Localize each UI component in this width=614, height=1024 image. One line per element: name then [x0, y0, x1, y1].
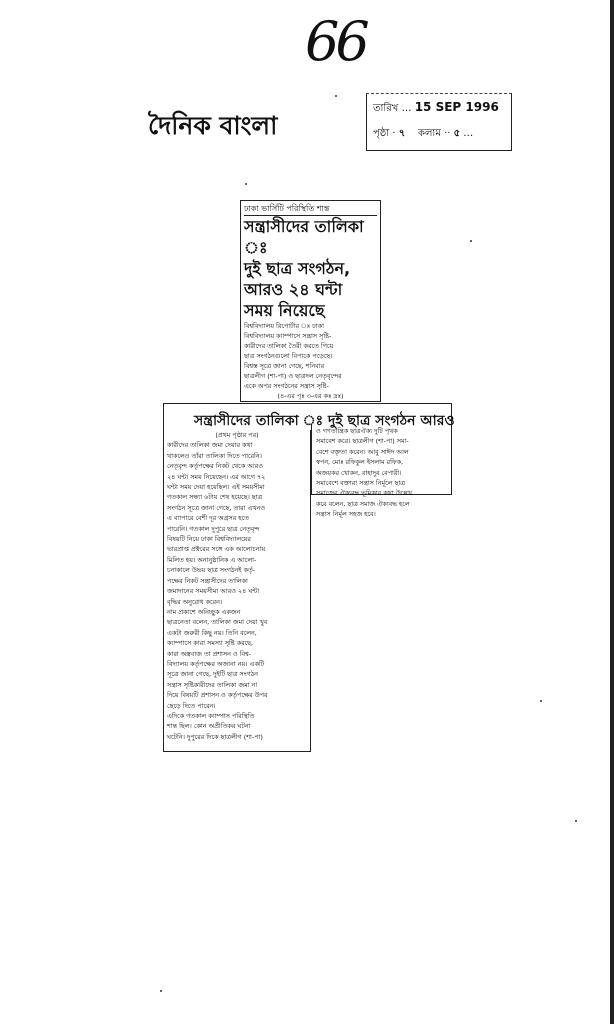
body-line: পারেনি। গতকাল দুপুরে ছাত্র নেতৃবৃন্দ — [167, 524, 260, 533]
column-value: ৫ — [453, 128, 461, 139]
body-line: সমাবেশে বক্তারা সন্ত্রাস নির্মূলে ছাত্র — [316, 479, 405, 488]
body-line: গতকাল সন্ধ্যা ৬টায় শেষ হয়েছে। ছাত্র — [167, 493, 263, 502]
column-label: কলাম — [417, 128, 441, 139]
body-line: দিয়ে বিষয়টি প্রশাসন ও কর্তৃপক্ষের উপর — [167, 691, 268, 700]
body-line: বিষয়টি নিয়ে ঢাকা বিশ্ববিদ্যালয়ের — [167, 535, 251, 544]
body-line: থাকলেও তাঁরা তালিকা দিতে পারেনি। — [167, 451, 262, 460]
scan-speck — [470, 240, 472, 242]
body-line: ২৪ ঘন্টা সময় নিয়েছেন। এর আগে ৭২ — [167, 472, 266, 481]
body-line: ছাত্রনেতা বলেন, তালিকা জমা দেয়া খুব — [167, 618, 268, 627]
body-line: সূত্রে জানা গেছে, দুইটি ছাত্র সংগঠন — [167, 670, 258, 679]
body-line: কারীদের তালিকা জমা দেয়ার কথা — [167, 441, 253, 450]
page-value: ৭ — [398, 128, 406, 139]
body-line: সন্ত্রাস নির্মূল সহজ হবে। — [316, 510, 376, 519]
page-label: পৃষ্ঠা — [373, 128, 390, 139]
continued-from-label: (প্রথম পৃষ্ঠার পর) — [215, 431, 259, 439]
body-line: শান্ত ছিল। কোন অপ্রীতিকর ঘটনা — [167, 722, 251, 731]
body-line: ঘন্টা সময় দেয়া হয়েছিল। এই সময়সীমা — [167, 483, 265, 492]
body-line: সন্ত্রাস সৃষ্টিকারীদের তালিকা জমা না — [167, 680, 258, 689]
body-line: এ ব্যাপারে বেশী দূর অগ্রসর হতে — [167, 514, 249, 523]
body-line: এদিকে গতকাল ক্যাম্পাস পরিস্থিতি — [167, 711, 255, 720]
scan-speck — [335, 95, 337, 97]
body-line: বৃদ্ধির অনুরোধ করেন। — [167, 597, 223, 606]
scan-speck — [575, 820, 577, 822]
body-line: কারীদের তালিকা তৈরী করতে গিয়ে — [244, 342, 334, 350]
body-line: চনাকালে উভয় ছাত্র সংগঠনই কর্তৃ- — [167, 566, 256, 575]
body-line: সমাজের ঐক্যবদ্ধ ভূমিকার কথা উল্লেখ — [316, 489, 412, 498]
continuation-left-column — [163, 430, 311, 752]
scan-edge — [610, 0, 614, 1024]
body-line: নাম প্রকাশে অনিচ্ছুক একজন — [167, 607, 241, 616]
scan-speck — [540, 700, 542, 702]
body-line: বিদ্যালয় কর্তৃপক্ষের অজানা নয়। একটি — [167, 659, 265, 668]
body-line: ক্যাম্পাসে কারা সমস্যা সৃষ্টি করছে, — [167, 639, 254, 648]
newspaper-name: দৈনিক বাংলা — [148, 111, 278, 140]
body-line: ছাত্র সংগঠনগুলো বিপাকে পড়েছে। — [244, 352, 333, 360]
body-line: পক্ষের নিকট সন্ত্রাসীদের তালিকা — [167, 576, 248, 585]
page-column-row: পৃষ্ঠা · ৭ কলাম ·· ৫ … — [373, 128, 474, 139]
jump-line: (৪-এর পৃঃ ৩-এর কঃ দ্রঃ) — [277, 392, 344, 400]
body-line: সংগঠন সূত্রে জানা গেছে, তারা এখনও — [167, 503, 266, 512]
scan-speck — [160, 990, 162, 992]
body-line: ছেড়ে দিতে পারেন। — [167, 701, 216, 710]
body-line: ঘটেনি। দুপুরের দিকে ছাত্রলীগ (শা-পা) — [167, 732, 263, 741]
date-label: তারিখ — [373, 103, 399, 114]
body-line: বেশে বক্তৃতা করেন। আবু সাঈদ আল — [316, 447, 409, 456]
date-stamp — [366, 93, 512, 151]
scan-speck — [245, 183, 247, 185]
body-line: অজয়কর খোকন, বাহাদুর বেপারী। — [316, 468, 402, 477]
headline-line: সময় নিয়েছে — [244, 301, 325, 320]
handwritten-number: 66 — [305, 10, 366, 73]
body-line: সমাবেশ করে। ছাত্রলীগ (শা-পা) সমা- — [316, 437, 409, 446]
article-body — [244, 321, 377, 401]
body-line: স্বপন, মোঃ রফিকুল ইসলাম রফিক, — [316, 458, 404, 467]
body-line: বিশ্বস্ত সূত্রে জানা গেছে, শনিবার — [244, 362, 325, 370]
headline-line: দুই ছাত্র সংগঠন, — [244, 259, 351, 278]
body-line: কারা অস্ত্রবাজ তা প্রশাসন ও বিশ্ব- — [167, 649, 252, 658]
body-line: মিলিত হয়। অনানুষ্ঠানিক এ আলো- — [167, 555, 257, 564]
body-line: বিশ্ববিদ্যালয় ক্যাম্পাসে সন্ত্রাস সৃষ্টি- — [244, 332, 332, 340]
kicker: ঢাকা ভার্সিটি পরিস্থিতি শান্ত — [244, 203, 377, 216]
body-line: বিশ্ববিদ্যালয় রিপোর্টার ঃ ঢাকা — [244, 322, 324, 330]
continuation-headline: সন্ত্রাসীদের তালিকা ঃ দুই ছাত্র সংগঠন আরও — [194, 413, 455, 429]
body-line: নেতৃবৃন্দ কর্তৃপক্ষের নিকট থেকে আরও — [167, 462, 263, 471]
date-row: তারিখ … 15 SEP 1996 — [373, 100, 499, 114]
body-line: ও গণতান্ত্রিক ছাত্রঐক্য দুটি পৃথক — [316, 427, 398, 435]
date-value: 15 SEP 1996 — [414, 100, 499, 114]
body-line: একে অপর সংগঠনের সন্ত্রাস সৃষ্টি- — [244, 382, 329, 390]
headline-line: আরও ২৪ ঘন্টা — [244, 280, 343, 299]
body-line: জমাদানের সময়সীমা আরও ২৪ ঘন্টা — [167, 587, 260, 596]
headline-line: সন্ত্রাসীদের তালিকা ঃ — [244, 217, 364, 257]
headline — [244, 216, 377, 321]
body-line: একটা জরুরী কিছু নয়। তিনি বলেন, — [167, 628, 257, 637]
body-line: ভারপ্রাপ্ত প্রক্টরের সঙ্গে এক আলোচনায় — [167, 545, 266, 554]
body-line: করে বলেন, ছাত্র সমাজ ঐক্যবদ্ধ হলে — [316, 499, 410, 508]
front-page-clipping — [240, 200, 381, 402]
continuation-right-column — [311, 425, 452, 519]
body-line: ছাত্রলীগ (শা-পা) ও ছাত্রদল নেতৃবৃন্দের — [244, 372, 342, 380]
